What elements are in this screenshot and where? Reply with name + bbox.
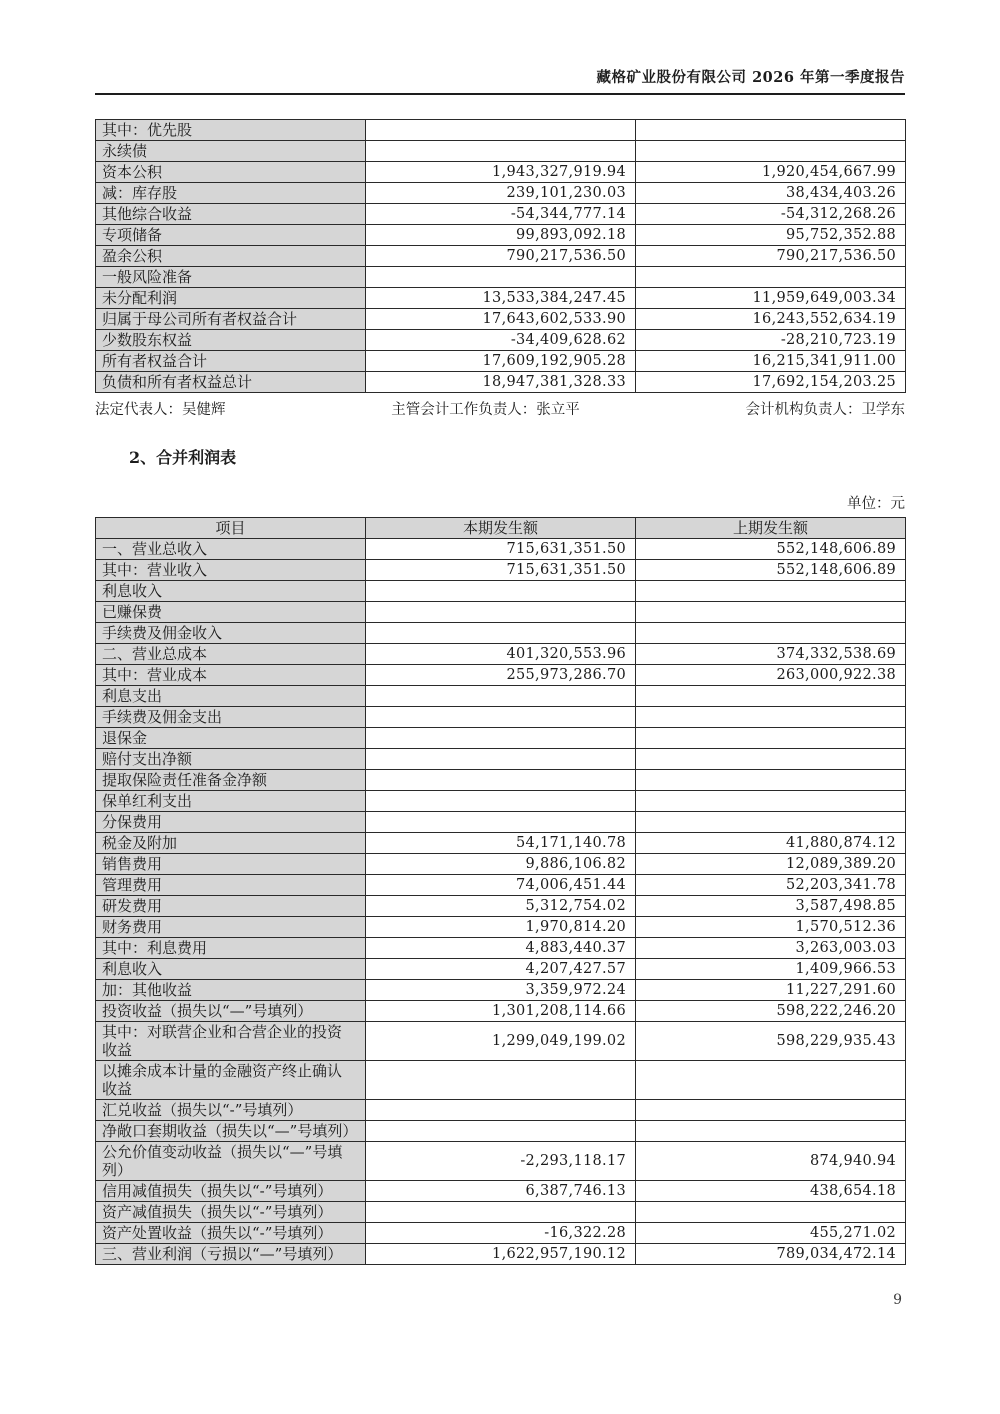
table-row xyxy=(96,183,906,204)
table-row xyxy=(96,1223,906,1244)
row-value-prior: -28,210,723.19 xyxy=(636,330,906,351)
row-label: 资产减值损失（损失以“-”号填列） xyxy=(96,1202,366,1223)
row-value-current: 74,006,451.44 xyxy=(366,875,636,896)
row-label: 少数股东权益 xyxy=(96,330,366,351)
row-label: 财务费用 xyxy=(96,917,366,938)
table-row xyxy=(96,854,906,875)
row-label: 研发费用 xyxy=(96,896,366,917)
row-value-current: 17,643,602,533.90 xyxy=(366,309,636,330)
row-value-current xyxy=(366,749,636,770)
row-label: 已赚保费 xyxy=(96,602,366,623)
column-header-item: 项目 xyxy=(96,518,366,539)
row-value-prior: 11,959,649,003.34 xyxy=(636,288,906,309)
row-label: 管理费用 xyxy=(96,875,366,896)
row-value-prior: 95,752,352.88 xyxy=(636,225,906,246)
table-row xyxy=(96,833,906,854)
row-label: 归属于母公司所有者权益合计 xyxy=(96,309,366,330)
row-value-prior xyxy=(636,812,906,833)
row-label: 利息支出 xyxy=(96,686,366,707)
column-header-prior-period: 上期发生额 xyxy=(636,518,906,539)
row-label: 税金及附加 xyxy=(96,833,366,854)
row-value-prior: 552,148,606.89 xyxy=(636,539,906,560)
row-value-prior: 598,222,246.20 xyxy=(636,1001,906,1022)
row-value-prior: 1,920,454,667.99 xyxy=(636,162,906,183)
row-value-current: 401,320,553.96 xyxy=(366,644,636,665)
row-value-prior: 1,570,512.36 xyxy=(636,917,906,938)
row-value-current: 13,533,384,247.45 xyxy=(366,288,636,309)
accounting-head: 会计机构负责人：卫学东 xyxy=(745,402,905,418)
row-label: 保单红利支出 xyxy=(96,791,366,812)
table-row xyxy=(96,1061,906,1100)
row-value-current xyxy=(366,770,636,791)
table-row xyxy=(96,728,906,749)
document-header-title: 藏格矿业股份有限公司 2026 年第一季度报告 xyxy=(596,69,905,86)
row-value-prior: 455,271.02 xyxy=(636,1223,906,1244)
row-value-current xyxy=(366,581,636,602)
row-value-prior xyxy=(636,1100,906,1121)
row-value-current xyxy=(366,1121,636,1142)
row-label: 其他综合收益 xyxy=(96,204,366,225)
row-label: 退保金 xyxy=(96,728,366,749)
table-row xyxy=(96,141,906,162)
row-value-prior xyxy=(636,602,906,623)
table-row xyxy=(96,246,906,267)
row-label: 利息收入 xyxy=(96,581,366,602)
row-value-prior: 16,215,341,911.00 xyxy=(636,351,906,372)
row-value-current: 54,171,140.78 xyxy=(366,833,636,854)
row-label: 利息收入 xyxy=(96,959,366,980)
row-label: 负债和所有者权益总计 xyxy=(96,372,366,393)
row-value-current: -2,293,118.17 xyxy=(366,1142,636,1181)
table-row xyxy=(96,812,906,833)
row-label: 专项储备 xyxy=(96,225,366,246)
row-value-current xyxy=(366,686,636,707)
row-label: 其中：利息费用 xyxy=(96,938,366,959)
row-label: 二、营业总成本 xyxy=(96,644,366,665)
table-row xyxy=(96,875,906,896)
row-value-prior xyxy=(636,791,906,812)
unit-label: 单位：元 xyxy=(847,496,905,512)
row-value-current: 239,101,230.03 xyxy=(366,183,636,204)
table-row xyxy=(96,1100,906,1121)
row-value-prior: 38,434,403.26 xyxy=(636,183,906,204)
row-value-current: -54,344,777.14 xyxy=(366,204,636,225)
table-row xyxy=(96,330,906,351)
row-value-current: 6,387,746.13 xyxy=(366,1181,636,1202)
page-number: 9 xyxy=(893,1292,902,1308)
row-value-prior xyxy=(636,1061,906,1100)
table-row xyxy=(96,1202,906,1223)
row-value-prior xyxy=(636,141,906,162)
row-value-current: 790,217,536.50 xyxy=(366,246,636,267)
row-value-current: -16,322.28 xyxy=(366,1223,636,1244)
table-row xyxy=(96,1244,906,1265)
row-label: 未分配利润 xyxy=(96,288,366,309)
row-label: 净敞口套期收益（损失以“—”号填列） xyxy=(96,1121,366,1142)
table-row xyxy=(96,120,906,141)
table-row xyxy=(96,1181,906,1202)
row-value-current xyxy=(366,1100,636,1121)
row-value-prior xyxy=(636,581,906,602)
row-value-current xyxy=(366,791,636,812)
row-value-current: 1,943,327,919.94 xyxy=(366,162,636,183)
row-value-current: 1,622,957,190.12 xyxy=(366,1244,636,1265)
table-row xyxy=(96,581,906,602)
row-value-current xyxy=(366,1061,636,1100)
row-value-current xyxy=(366,812,636,833)
row-value-current xyxy=(366,602,636,623)
row-value-current xyxy=(366,141,636,162)
row-label: 手续费及佣金支出 xyxy=(96,707,366,728)
row-value-prior xyxy=(636,1121,906,1142)
table-row xyxy=(96,959,906,980)
row-value-prior: 1,409,966.53 xyxy=(636,959,906,980)
table-row xyxy=(96,896,906,917)
row-value-prior: -54,312,268.26 xyxy=(636,204,906,225)
table-row xyxy=(96,267,906,288)
row-value-current xyxy=(366,267,636,288)
table-row xyxy=(96,225,906,246)
row-value-current: 99,893,092.18 xyxy=(366,225,636,246)
table-row xyxy=(96,1022,906,1061)
table-row xyxy=(96,770,906,791)
row-value-current xyxy=(366,707,636,728)
row-value-prior: 17,692,154,203.25 xyxy=(636,372,906,393)
row-value-current: 255,973,286.70 xyxy=(366,665,636,686)
row-value-current: -34,409,628.62 xyxy=(366,330,636,351)
row-label: 公允价值变动收益（损失以“—”号填列） xyxy=(96,1142,366,1181)
column-header-current-period: 本期发生额 xyxy=(366,518,636,539)
row-label: 信用减值损失（损失以“-”号填列） xyxy=(96,1181,366,1202)
row-label: 一、营业总收入 xyxy=(96,539,366,560)
row-value-current: 9,886,106.82 xyxy=(366,854,636,875)
row-value-prior xyxy=(636,728,906,749)
row-value-prior: 874,940.94 xyxy=(636,1142,906,1181)
row-label: 其中：优先股 xyxy=(96,120,366,141)
row-value-prior: 598,229,935.43 xyxy=(636,1022,906,1061)
row-value-prior xyxy=(636,707,906,728)
table-row xyxy=(96,309,906,330)
table-row xyxy=(96,288,906,309)
row-label: 赔付支出净额 xyxy=(96,749,366,770)
row-value-prior: 41,880,874.12 xyxy=(636,833,906,854)
balance-sheet-table xyxy=(95,119,906,393)
row-value-current xyxy=(366,1202,636,1223)
row-value-prior: 552,148,606.89 xyxy=(636,560,906,581)
row-value-current xyxy=(366,623,636,644)
row-value-prior: 12,089,389.20 xyxy=(636,854,906,875)
row-label: 资本公积 xyxy=(96,162,366,183)
row-value-current: 715,631,351.50 xyxy=(366,560,636,581)
table-row xyxy=(96,665,906,686)
table-header-row xyxy=(96,518,906,539)
row-value-prior xyxy=(636,1202,906,1223)
row-value-current: 1,301,208,114.66 xyxy=(366,1001,636,1022)
row-value-prior xyxy=(636,770,906,791)
chief-accountant: 主管会计工作负责人：张立平 xyxy=(391,402,580,418)
row-value-current: 18,947,381,328.33 xyxy=(366,372,636,393)
row-value-prior xyxy=(636,623,906,644)
table-row xyxy=(96,602,906,623)
table-row xyxy=(96,749,906,770)
row-value-current: 4,883,440.37 xyxy=(366,938,636,959)
row-value-current: 715,631,351.50 xyxy=(366,539,636,560)
signature-line xyxy=(95,400,905,420)
row-label: 三、营业利润（亏损以“—”号填列） xyxy=(96,1244,366,1265)
row-value-current: 1,970,814.20 xyxy=(366,917,636,938)
row-value-current: 1,299,049,199.02 xyxy=(366,1022,636,1061)
row-label: 其中：营业成本 xyxy=(96,665,366,686)
row-label: 资产处置收益（损失以“-”号填列） xyxy=(96,1223,366,1244)
row-value-prior xyxy=(636,749,906,770)
income-statement-table xyxy=(95,517,906,1265)
table-row xyxy=(96,1121,906,1142)
table-row xyxy=(96,644,906,665)
row-value-prior: 3,587,498.85 xyxy=(636,896,906,917)
table-row xyxy=(96,204,906,225)
row-label: 盈余公积 xyxy=(96,246,366,267)
row-value-prior xyxy=(636,120,906,141)
row-label: 一般风险准备 xyxy=(96,267,366,288)
row-value-current: 3,359,972.24 xyxy=(366,980,636,1001)
header-rule xyxy=(95,93,905,95)
row-label: 其中：营业收入 xyxy=(96,560,366,581)
row-label: 永续债 xyxy=(96,141,366,162)
row-value-current xyxy=(366,728,636,749)
row-label: 销售费用 xyxy=(96,854,366,875)
row-value-prior: 3,263,003.03 xyxy=(636,938,906,959)
row-value-prior: 52,203,341.78 xyxy=(636,875,906,896)
row-value-current: 4,207,427.57 xyxy=(366,959,636,980)
row-value-prior: 263,000,922.38 xyxy=(636,665,906,686)
row-label: 分保费用 xyxy=(96,812,366,833)
row-label: 汇兑收益（损失以“-”号填列） xyxy=(96,1100,366,1121)
row-value-prior: 790,217,536.50 xyxy=(636,246,906,267)
row-label: 所有者权益合计 xyxy=(96,351,366,372)
row-value-prior: 11,227,291.60 xyxy=(636,980,906,1001)
table-row xyxy=(96,938,906,959)
legal-representative: 法定代表人：吴健辉 xyxy=(95,402,226,418)
table-row xyxy=(96,980,906,1001)
table-row xyxy=(96,623,906,644)
row-value-prior: 16,243,552,634.19 xyxy=(636,309,906,330)
table-row xyxy=(96,1001,906,1022)
section-title: 2、合并利润表 xyxy=(129,448,237,467)
table-row xyxy=(96,686,906,707)
row-value-prior: 789,034,472.14 xyxy=(636,1244,906,1265)
row-label: 手续费及佣金收入 xyxy=(96,623,366,644)
table-row xyxy=(96,162,906,183)
row-label: 以摊余成本计量的金融资产终止确认收益 xyxy=(96,1061,366,1100)
row-value-prior xyxy=(636,267,906,288)
row-value-prior xyxy=(636,686,906,707)
row-value-prior: 374,332,538.69 xyxy=(636,644,906,665)
table-row xyxy=(96,560,906,581)
table-row xyxy=(96,1142,906,1181)
row-label: 加：其他收益 xyxy=(96,980,366,1001)
row-label: 减：库存股 xyxy=(96,183,366,204)
table-row xyxy=(96,917,906,938)
row-label: 其中：对联营企业和合营企业的投资收益 xyxy=(96,1022,366,1061)
table-row xyxy=(96,372,906,393)
table-row xyxy=(96,791,906,812)
row-label: 提取保险责任准备金净额 xyxy=(96,770,366,791)
row-value-prior: 438,654.18 xyxy=(636,1181,906,1202)
row-value-current: 17,609,192,905.28 xyxy=(366,351,636,372)
row-label: 投资收益（损失以“—”号填列） xyxy=(96,1001,366,1022)
table-row xyxy=(96,539,906,560)
table-row xyxy=(96,707,906,728)
row-value-current: 5,312,754.02 xyxy=(366,896,636,917)
row-value-current xyxy=(366,120,636,141)
table-row xyxy=(96,351,906,372)
